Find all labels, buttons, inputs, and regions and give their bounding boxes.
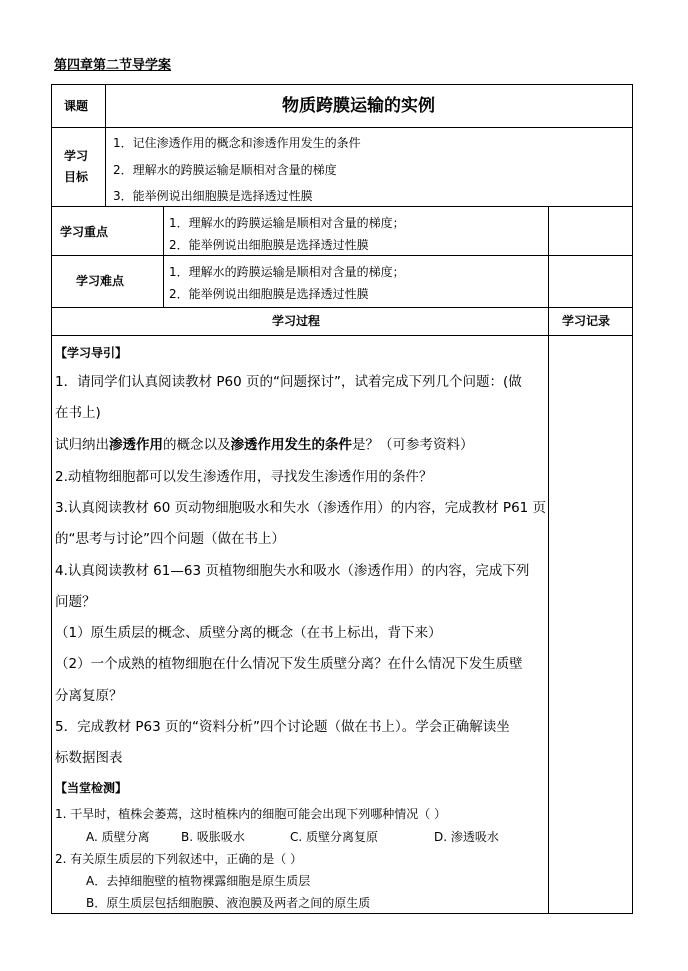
topic-title: 物质跨膜运输的实例 bbox=[282, 96, 435, 116]
guide-question-1: 1．请同学们认真阅读教材 P60 页的“问题探讨”，试着完成下列几个问题：(做 bbox=[55, 374, 522, 390]
record-column-divider bbox=[548, 206, 549, 914]
guide-question-3: 3.认真阅读教材 60 页动物细胞吸水和失水（渗透作用）的内容，完成教材 P61 页 bbox=[55, 500, 547, 516]
guide-question-5: 5．完成教材 P63 页的“资料分析”四个讨论题（做在书上）。学会正确解读坐 bbox=[55, 719, 510, 735]
guide-question-2: 2.动植物细胞都可以发生渗透作用，寻找发生渗透作用的条件？ bbox=[55, 469, 433, 485]
topic-label: 课题 bbox=[64, 99, 89, 113]
guide-question-4: 4.认真阅读教材 61—63 页植物细胞失水和吸水（渗透作用）的内容，完成下列 bbox=[55, 563, 530, 579]
objective-item: 2．理解水的跨膜运输是顺相对含量的梯度 bbox=[113, 163, 337, 177]
table-border-left bbox=[51, 84, 52, 914]
label-column-divider bbox=[163, 206, 164, 308]
guide-question-1-cont: 在书上) bbox=[55, 405, 101, 421]
document-title: 第四章第二节导学案 bbox=[54, 58, 172, 73]
key-points-label: 学习重点 bbox=[60, 225, 109, 239]
guide-question-4-sub2: （2）一个成熟的植物细胞在什么情况下发生质壁分离？在什么情况下发生质壁 bbox=[55, 656, 523, 672]
row-divider bbox=[51, 127, 633, 128]
table-border-top bbox=[51, 84, 633, 85]
table-border-bottom bbox=[51, 913, 633, 914]
guide-question-3-cont: 的“思考与讨论”四个问题（做在书上） bbox=[55, 531, 285, 547]
guide-question-5-cont: 标数据图表 bbox=[55, 750, 123, 766]
row-divider bbox=[51, 206, 633, 207]
guide-heading: 【学习导引】 bbox=[55, 346, 128, 360]
label-column-divider bbox=[105, 84, 106, 207]
test-q1-option-c: C. 质壁分离复原 bbox=[290, 830, 379, 844]
guide-question-4-sub2-cont: 分离复原？ bbox=[55, 688, 123, 704]
objectives-label-line2: 目标 bbox=[64, 170, 89, 184]
key-point-item: 1．理解水的跨膜运输是顺相对含量的梯度； bbox=[169, 216, 405, 230]
objective-item: 1．记住渗透作用的概念和渗透作用发生的条件 bbox=[113, 136, 361, 150]
row-divider bbox=[51, 255, 633, 256]
key-point-item: 2．能举例说出细胞膜是选择透过性膜 bbox=[169, 238, 369, 252]
test-q2-option-b: B．原生质层包括细胞膜、液泡膜及两者之间的原生质 bbox=[86, 896, 371, 910]
record-header: 学习记录 bbox=[562, 314, 611, 328]
difficulty-item: 1．理解水的跨膜运输是顺相对含量的梯度； bbox=[169, 265, 405, 279]
objectives-label-line1: 学习 bbox=[64, 149, 89, 163]
difficulties-label: 学习难点 bbox=[76, 274, 125, 288]
test-q2-option-a: A．去掉细胞壁的植物裸露细胞是原生质层 bbox=[86, 874, 311, 888]
test-question-2: 2. 有关原生质层的下列叙述中，正确的是（ ） bbox=[55, 852, 303, 866]
process-header: 学习过程 bbox=[272, 314, 321, 328]
test-q1-option-a: A. 质壁分离 bbox=[86, 830, 150, 844]
guide-question-4-cont: 问题？ bbox=[55, 594, 96, 610]
row-divider bbox=[51, 335, 633, 336]
guide-question-4-sub1: （1）原生质层的概念、质壁分离的概念（在书上标出，背下来） bbox=[55, 625, 442, 641]
test-q1-option-b: B. 吸胀吸水 bbox=[181, 830, 245, 844]
test-question-1: 1. 干旱时，植株会萎蔫，这时植株内的细胞可能会出现下列哪种情况（ ） bbox=[55, 807, 447, 821]
objective-item: 3．能举例说出细胞膜是选择透过性膜 bbox=[113, 189, 313, 203]
difficulty-item: 2．能举例说出细胞膜是选择透过性膜 bbox=[169, 287, 369, 301]
test-heading: 【当堂检测】 bbox=[55, 781, 128, 795]
table-border-right bbox=[632, 84, 633, 914]
row-divider bbox=[51, 307, 633, 308]
guide-question-1b: 试归纳出渗透作用的概念以及渗透作用发生的条件是？（可参考资料） bbox=[55, 437, 474, 453]
test-q1-option-d: D. 渗透吸水 bbox=[434, 830, 499, 844]
